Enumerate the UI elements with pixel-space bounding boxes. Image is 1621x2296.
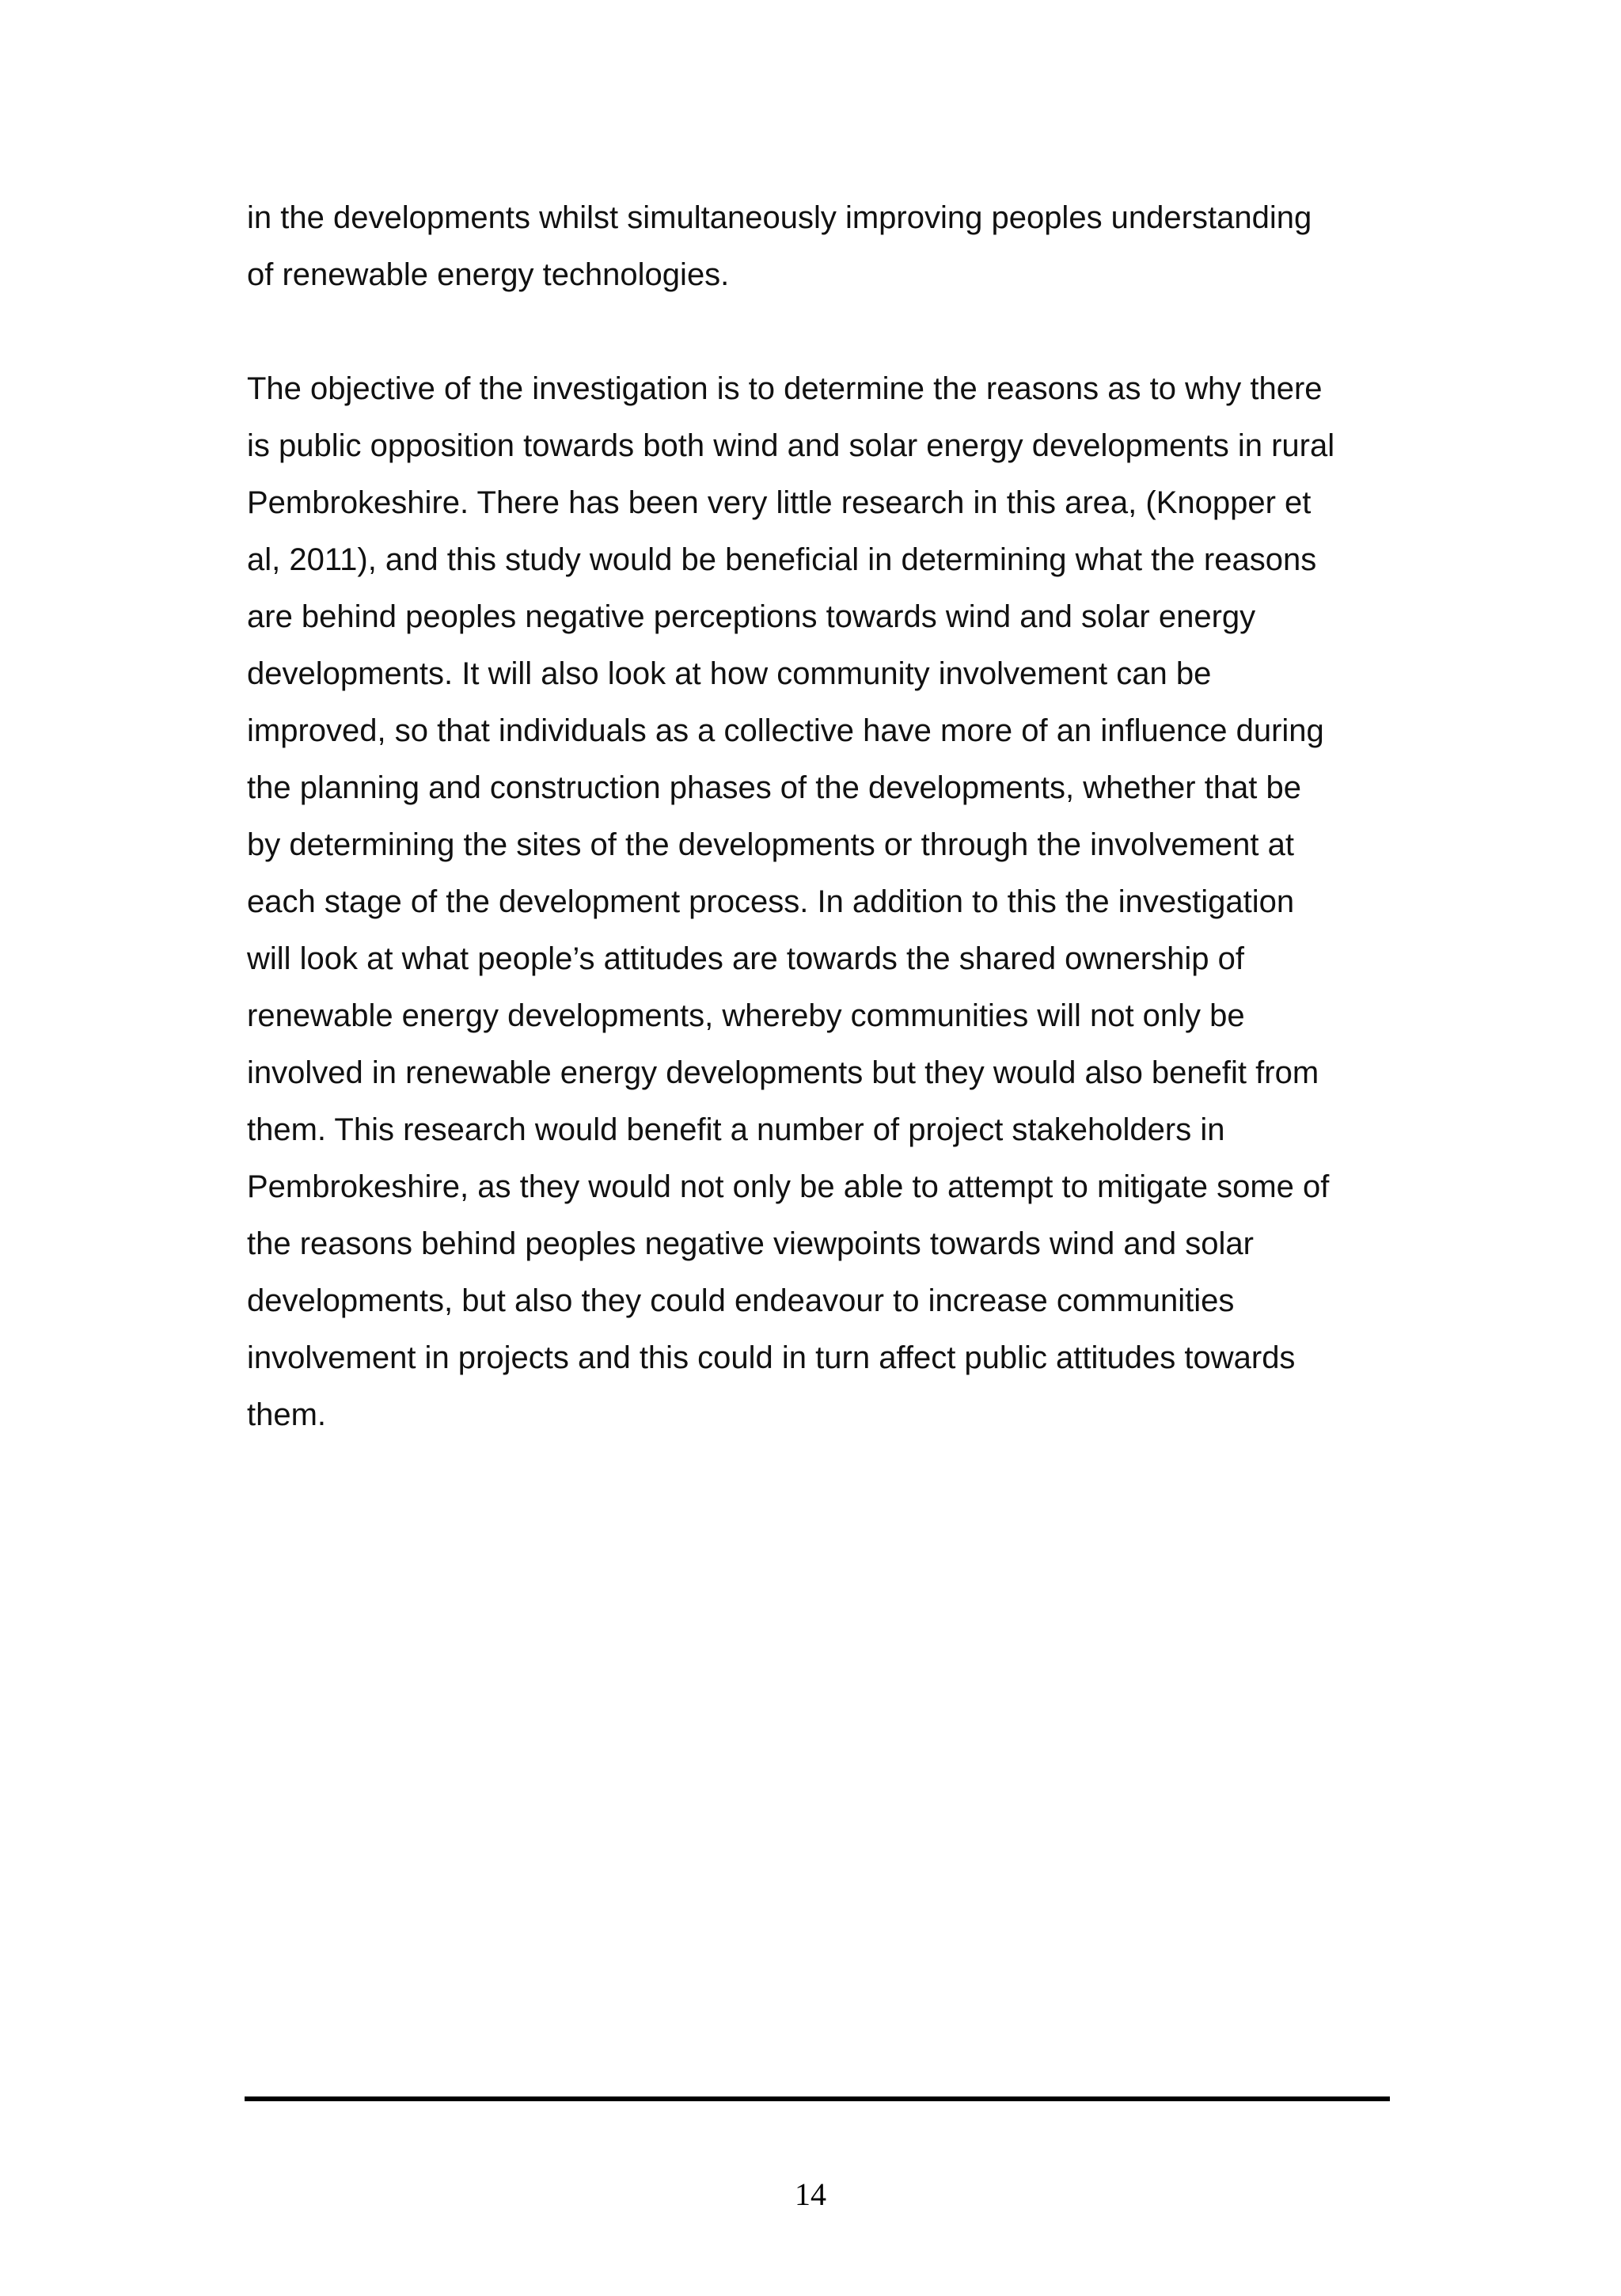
text-line: involved in renewable energy developments but they would also benefit from (247, 1055, 1319, 1090)
text-line: developments. It will also look at how community involvement can be (247, 656, 1212, 691)
text-line: involvement in projects and this could in turn affect public attitudes towards (247, 1340, 1296, 1375)
paragraph-continuation (247, 189, 1387, 303)
text-line: them. (247, 1397, 327, 1432)
text-line: al, 2011), and this study would be beneficial in determining what the reasons (247, 542, 1317, 577)
text-line: are behind peoples negative perceptions towards wind and solar energy (247, 599, 1256, 634)
text-line: The objective of the investigation is to determine the reasons as to why there (247, 371, 1323, 406)
text-line: renewable energy developments, whereby communities will not only be (247, 998, 1245, 1033)
text-line: Pembrokeshire. There has been very little research in this area, (Knopper et (247, 485, 1312, 520)
text-line: improved, so that individuals as a collective have more of an influence during (247, 713, 1324, 748)
text-line: developments, but also they could endeavour to increase communities (247, 1283, 1235, 1318)
text-line: will look at what people’s attitudes are towards the shared ownership of (247, 941, 1244, 976)
text-line: of renewable energy technologies. (247, 257, 730, 292)
page-number: 14 (795, 2176, 826, 2212)
paragraph-objective (247, 360, 1387, 1443)
footer-divider (245, 2096, 1390, 2101)
text-line: the reasons behind peoples negative viewpoints towards wind and solar (247, 1226, 1254, 1261)
text-line: by determining the sites of the developments or through the involvement at (247, 827, 1294, 862)
text-line: them. This research would benefit a number of project stakeholders in (247, 1112, 1225, 1147)
text-line: in the developments whilst simultaneously improving peoples understanding (247, 200, 1312, 235)
text-line: Pembrokeshire, as they would not only be able to attempt to mitigate some of (247, 1169, 1330, 1204)
text-line: the planning and construction phases of the developments, whether that be (247, 770, 1302, 805)
text-line: each stage of the development process. In addition to this the investigation (247, 884, 1295, 919)
text-line: is public opposition towards both wind and solar energy developments in rural (247, 428, 1335, 463)
